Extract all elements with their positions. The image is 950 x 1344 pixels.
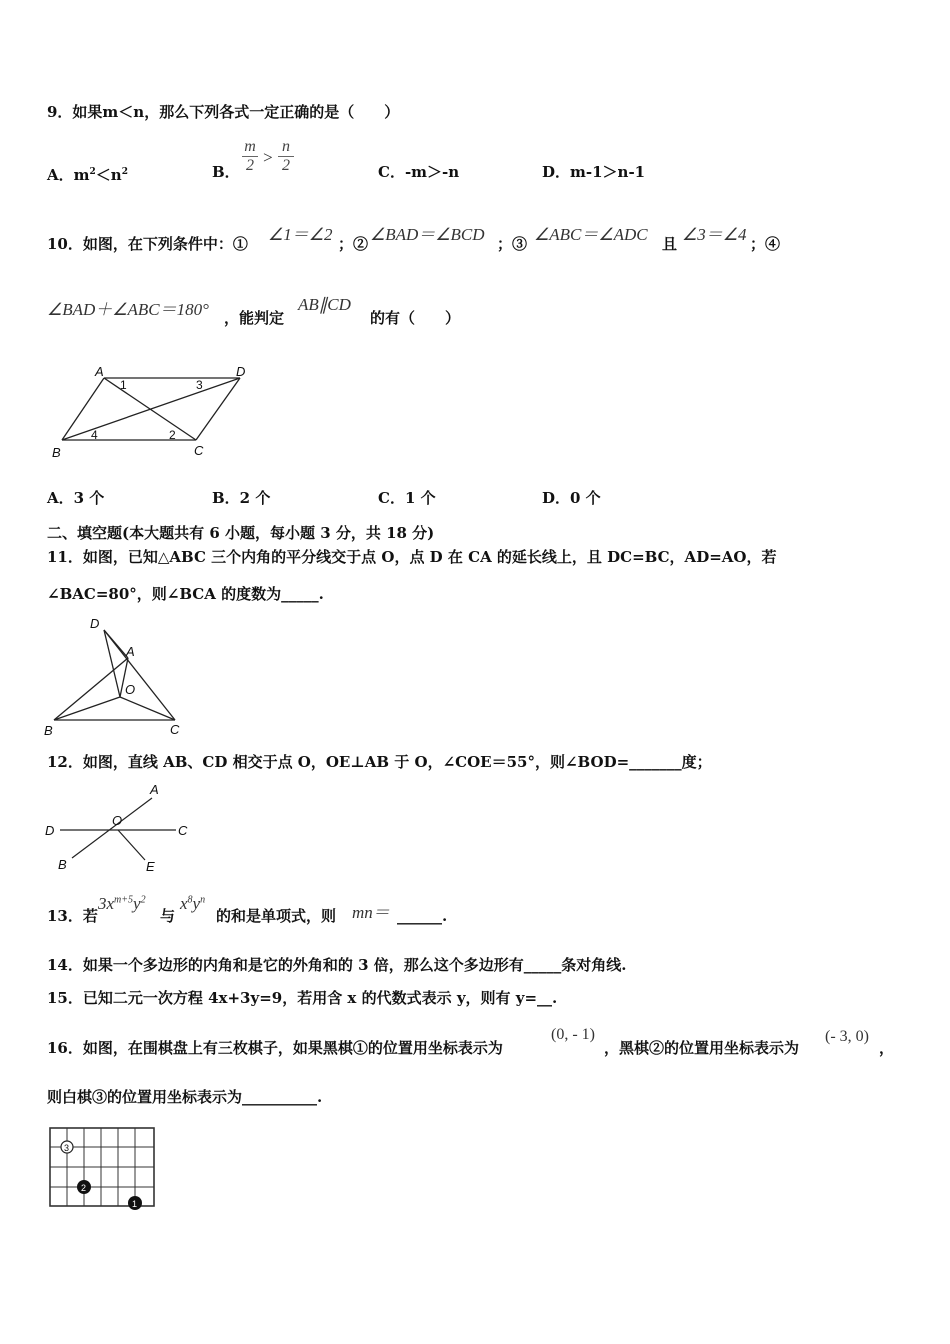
q13-end: ______. (397, 907, 448, 925)
q16-mid: ，黑棋②的位置用坐标表示为 (604, 1039, 800, 1057)
q9-stem: 9．如果m＜n，那么下列各式一定正确的是（ ） (47, 103, 400, 121)
q11-line1: 11．如图，已知△ABC 三个内角的平分线交于点 O，点 D 在 CA 的延长线上，且 DC=BC，AD=AO，若 (47, 548, 777, 566)
q10-label-3: 3 (196, 378, 203, 392)
q10-option-d: D．0 个 (542, 489, 601, 507)
q16-coord2: (- 3, 0) (825, 1028, 869, 1045)
q12-label-c: C (178, 823, 188, 838)
q10-label-2: 2 (169, 428, 176, 442)
q10-cond3b: ∠3＝∠4 (682, 225, 747, 244)
q9-b-den-right: 2 (278, 156, 294, 175)
q11-label-d: D (90, 616, 100, 631)
q12-label-a: A (150, 782, 159, 797)
q11-label-o: O (125, 682, 136, 697)
go-board-grid (50, 1128, 154, 1206)
q10-cond2: ∠BAD＝∠BCD (370, 225, 485, 244)
q10-label-b: B (52, 445, 61, 460)
q16-coord1: (0, - 1) (551, 1026, 595, 1043)
q10-sep3: ；③ (497, 235, 528, 253)
q9-b-den-left: 2 (242, 156, 258, 175)
q13-start: 13．若 (47, 907, 98, 925)
q10-stem-start: 10．如图，在下列条件中：① (47, 235, 248, 253)
q9-a-sup2: 2 (121, 167, 128, 177)
q13-term2-y: y (192, 894, 201, 913)
q10-option-c: C．1 个 (378, 489, 436, 507)
q10-option-a: A．3 个 (47, 489, 105, 507)
q10-cond4: ∠BAD＋∠ABC＝180° (47, 300, 209, 319)
q10-sep2: ；② (338, 235, 369, 253)
white-stone-3-label: 3 (64, 1143, 70, 1153)
q10-label-4: 4 (91, 428, 98, 442)
q13-term2-yexp: n (200, 894, 206, 906)
black-stone-1-label: 1 (132, 1199, 138, 1209)
q11-line2: ∠BAC=80°，则∠BCA 的度数为_____. (47, 585, 324, 603)
q13-term1-exp: m+5 (114, 894, 134, 906)
q12-label-o: O (112, 813, 123, 828)
q9-option-d: D．m-1＞n-1 (542, 163, 646, 181)
q10-and: 且 (662, 235, 678, 253)
q14-line: 14．如果一个多边形的内角和是它的外角和的 3 倍，那么这个多边形有_____条对角线. (47, 956, 627, 974)
q15-line: 15．已知二元一次方程 4x+3y=9，若用含 x 的代数式表示 y，则有 y=__. (47, 989, 558, 1007)
q16-start: 16．如图，在围棋盘上有三枚棋子，如果黑棋①的位置用坐标表示为 (47, 1039, 503, 1057)
q10-end: 的有（ ） (370, 309, 461, 327)
black-stone-2-label: 2 (81, 1183, 87, 1193)
q10-label-a: A (95, 364, 104, 379)
q10-option-b: B．2 个 (212, 489, 271, 507)
q13-with: 与 (160, 907, 176, 925)
q9-b-num-right: n (282, 138, 290, 155)
q10-label-d: D (236, 364, 246, 379)
q10-cond3a: ∠ABC＝∠ADC (534, 225, 648, 244)
q10-label-1: 1 (120, 378, 127, 392)
q13-mid: 的和是单项式，则 (216, 907, 337, 925)
q10-mid: ，能判定 (224, 309, 285, 327)
q13-expr: mn＝ (352, 903, 390, 922)
q10-cond1: ∠1＝∠2 (268, 225, 333, 244)
q13-term1-yexp: 2 (140, 894, 146, 906)
q9-b-num-left: m (244, 138, 256, 155)
q16-line2: 则白棋③的位置用坐标表示为__________. (47, 1088, 323, 1106)
q12-label-d: D (45, 823, 55, 838)
q13-term1-y: y (133, 894, 141, 913)
q12-label-b: B (58, 857, 67, 872)
q13-term2-base: x (180, 894, 188, 913)
q13-term2-exp: 8 (187, 894, 193, 906)
q10-label-c: C (194, 443, 204, 458)
q12-label-e: E (146, 859, 155, 874)
q11-label-c: C (170, 722, 180, 737)
q16-end: ， (879, 1039, 895, 1057)
q9-a-label: A．m (47, 166, 90, 184)
q10-target: AB∥CD (298, 295, 351, 314)
q9-b-label: B． (212, 163, 240, 181)
q9-option-c: C．-m＞-n (378, 163, 460, 181)
q9-a-mid: ＜n (95, 166, 122, 184)
q9-a-sup1: 2 (89, 167, 96, 177)
q13-term1-base: 3x (98, 894, 115, 913)
q9-b-op: > (262, 148, 274, 167)
q11-label-a: A (126, 644, 135, 659)
q12-line: 12．如图，直线 AB、CD 相交于点 O，OE⊥AB 于 O，∠COE＝55°，则∠BOD=_______度； (47, 753, 712, 771)
q10-sep4: ；④ (750, 235, 781, 253)
section-2-heading: 二、填空题(本大题共有 6 小题，每小题 3 分，共 18 分) (47, 524, 435, 542)
q11-label-b: B (44, 723, 53, 738)
